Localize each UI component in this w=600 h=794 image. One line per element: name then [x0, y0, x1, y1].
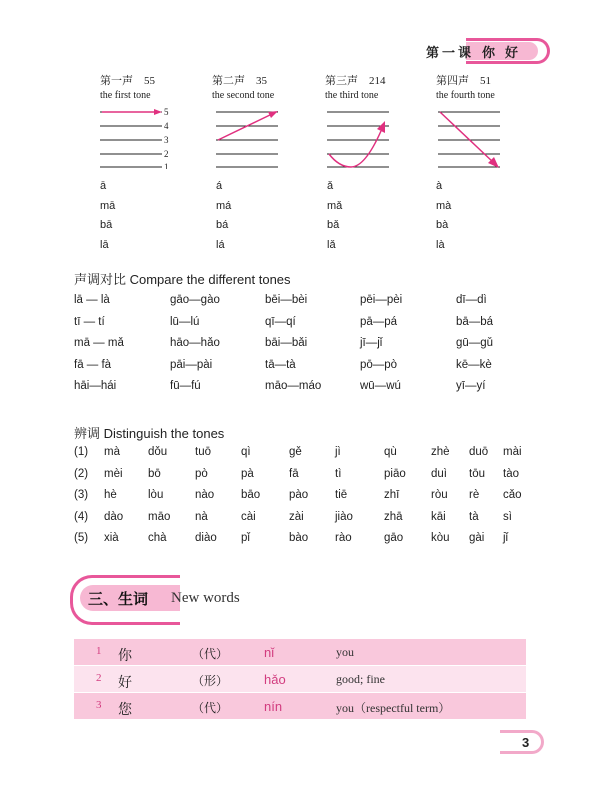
- scale-label: 3: [164, 135, 169, 145]
- tone-syllable: gài: [469, 532, 485, 544]
- tone-syllable: tiē: [335, 489, 348, 501]
- word-number: 2: [96, 672, 102, 684]
- example-syllable: bà: [436, 219, 449, 231]
- new-words-label: 三、生词: [88, 591, 149, 608]
- tone-syllable: zài: [289, 510, 304, 523]
- tone-syllable: xià: [104, 532, 119, 544]
- word-part-of-speech: （形）: [192, 674, 229, 688]
- scale-label: 4: [164, 121, 169, 131]
- tone-syllable: dǒu: [148, 446, 168, 458]
- tone-graph-first: [100, 107, 180, 169]
- tone-pair: gāo—gào: [170, 294, 220, 306]
- table-row: [74, 665, 526, 692]
- tone-pair: bēi—bèi: [265, 294, 308, 306]
- tone-pair: lū—lú: [170, 315, 200, 328]
- word-meaning: you: [336, 645, 354, 659]
- example-syllable: ā: [100, 180, 107, 192]
- tone-pair: bā—bá: [456, 315, 494, 328]
- example-syllable: là: [436, 238, 445, 251]
- tone-syllable: mèi: [104, 467, 123, 480]
- tone-syllable: diào: [195, 532, 217, 544]
- exercise-number: (3): [74, 489, 89, 501]
- tone-pair: wū—wú: [360, 380, 401, 392]
- tone-pair: hāi—hái: [74, 380, 117, 392]
- example-syllable: bā: [100, 219, 113, 231]
- lesson-header: [418, 38, 546, 64]
- tone-syllable: tuō: [195, 446, 211, 458]
- tone-syllable: māo: [148, 510, 171, 523]
- word-number: 1: [96, 645, 102, 657]
- word-meaning: you（respectful term）: [336, 701, 451, 715]
- tone-graph-fourth: [436, 107, 506, 169]
- tone-pair: dī—dì: [456, 294, 487, 306]
- tone-diagram-1: [100, 72, 208, 169]
- tone-pair: yī—yí: [456, 380, 486, 392]
- tone-pair: fū—fú: [170, 380, 201, 392]
- word-character: 您: [118, 703, 132, 718]
- compare-tones-heading: 声调对比 Compare the different tones: [74, 272, 291, 287]
- tone-syllable: fā: [289, 467, 299, 480]
- example-syllable: á: [216, 180, 223, 192]
- tone-syllable: jiào: [335, 510, 353, 523]
- tone-syllable: pò: [195, 467, 208, 480]
- tone-english: the third tone: [325, 90, 379, 101]
- word-pinyin: nín: [264, 699, 283, 714]
- tone-syllable: ròu: [431, 489, 448, 501]
- tone-pair: qī—qí: [265, 315, 296, 328]
- example-syllable: bǎ: [327, 219, 340, 231]
- tone-syllable: kòu: [431, 532, 450, 544]
- tone-diagram-4: [436, 72, 544, 101]
- example-syllable: à: [436, 180, 443, 192]
- tone-examples-3: [327, 180, 387, 258]
- tone-syllable: qù: [384, 446, 397, 458]
- tone-syllable: jì: [335, 446, 341, 458]
- tone-pair: mā — mǎ: [74, 337, 124, 349]
- tone-syllable: hè: [104, 489, 117, 501]
- example-syllable: ǎ: [327, 180, 334, 192]
- tone-syllable: jǐ: [503, 532, 509, 544]
- tone-graph-second: [212, 107, 282, 169]
- tone-pair: māo—máo: [265, 380, 322, 392]
- tone-syllable: pà: [241, 467, 254, 480]
- new-words-heading: [70, 575, 180, 625]
- tone-examples-4: [436, 180, 496, 258]
- example-syllable: lǎ: [327, 238, 336, 251]
- lesson-number: 第一课: [426, 45, 475, 60]
- tone-syllable: piāo: [384, 467, 406, 480]
- tone-name: 第二声 35: [212, 75, 267, 87]
- distinguish-tones-heading: 辨调 Distinguish the tones: [74, 426, 225, 441]
- tone-syllable: zhā: [384, 510, 403, 523]
- tone-pair: gū—gǔ: [456, 337, 494, 349]
- tone-diagram-2: [212, 72, 320, 101]
- word-pinyin: hǎo: [264, 672, 286, 687]
- tone-pair: fā — fà: [74, 358, 112, 371]
- exercise-number: (5): [74, 532, 89, 544]
- word-pinyin: nǐ: [264, 645, 275, 660]
- word-meaning: good; fine: [336, 672, 385, 686]
- example-syllable: mǎ: [327, 199, 343, 212]
- tone-syllable: pào: [289, 489, 309, 501]
- tone-syllable: tōu: [469, 467, 485, 480]
- example-syllable: bá: [216, 219, 229, 231]
- tone-syllable: cài: [241, 510, 256, 523]
- tone-syllable: duō: [469, 446, 489, 458]
- tone-name: 第一声 55: [100, 75, 155, 87]
- tone-syllable: gě: [289, 446, 302, 458]
- tone-syllable: qì: [241, 446, 251, 458]
- vocabulary-table: [74, 638, 526, 719]
- page-number-tab: [500, 730, 544, 754]
- word-number: 3: [96, 699, 102, 711]
- tone-syllable: cǎo: [503, 489, 522, 501]
- word-part-of-speech: （代）: [192, 701, 229, 715]
- tone-pair: pēi—pèi: [360, 294, 403, 306]
- tone-english: the second tone: [212, 90, 275, 101]
- tone-syllable: bāo: [241, 489, 261, 501]
- tone-syllable: dào: [104, 510, 124, 523]
- scale-label: 5: [164, 107, 169, 117]
- example-syllable: lá: [216, 238, 225, 251]
- scale-label: 2: [164, 149, 169, 159]
- tone-syllable: pǐ: [241, 532, 250, 544]
- tone-pair: tā—tà: [265, 358, 296, 371]
- tone-english: the first tone: [100, 90, 151, 101]
- tone-syllable: nà: [195, 510, 208, 523]
- tone-syllable: lòu: [148, 489, 164, 501]
- tone-diagram-3: [325, 72, 433, 101]
- tone-syllable: bào: [289, 532, 309, 544]
- tone-syllable: mài: [503, 446, 522, 458]
- tone-syllable: rè: [469, 489, 480, 501]
- table-row: [74, 692, 526, 719]
- exercise-number: (4): [74, 510, 89, 523]
- tone-name: 第三声 214: [325, 75, 386, 87]
- example-syllable: lā: [100, 238, 109, 251]
- tone-syllable: duì: [431, 467, 447, 480]
- tone-syllable: mà: [104, 446, 120, 458]
- tone-syllable: zhè: [431, 446, 450, 458]
- tone-syllable: tì: [335, 467, 342, 480]
- tone-graph-third: [325, 107, 395, 169]
- tone-pair: pō—pò: [360, 358, 398, 371]
- tone-syllable: rào: [335, 532, 352, 544]
- tone-pair: kē—kè: [456, 358, 492, 371]
- tone-syllable: bō: [148, 467, 161, 480]
- scale-label: 1: [164, 162, 169, 169]
- tone-syllable: chà: [148, 532, 167, 544]
- tone-pair: pāi—pài: [170, 358, 213, 371]
- new-words-english: New words: [171, 590, 240, 606]
- page-number: 3: [522, 735, 530, 750]
- tone-pair: bāi—bǎi: [265, 337, 308, 349]
- word-character: 你: [118, 649, 132, 664]
- exercise-number: (1): [74, 446, 89, 458]
- tone-pair: pā—pá: [360, 315, 398, 328]
- word-character: 好: [118, 676, 132, 691]
- tone-examples-1: [100, 180, 160, 258]
- word-part-of-speech: （代）: [192, 647, 229, 661]
- tone-syllable: tà: [469, 510, 479, 523]
- tone-syllable: kāi: [431, 510, 446, 523]
- tone-syllable: tào: [503, 467, 519, 480]
- tone-syllable: nào: [195, 489, 215, 501]
- tone-pair: lā — là: [74, 294, 110, 306]
- tone-pair: jī—jǐ: [360, 337, 383, 349]
- example-syllable: mā: [100, 199, 116, 212]
- tone-syllable: gāo: [384, 532, 404, 544]
- tone-name: 第四声 51: [436, 75, 491, 87]
- tone-pair: hāo—hǎo: [170, 337, 220, 349]
- tone-examples-2: [216, 180, 276, 258]
- tone-syllable: zhī: [384, 489, 400, 501]
- tone-pair: tī — tí: [74, 315, 105, 328]
- table-row: [74, 638, 526, 665]
- exercise-number: (2): [74, 467, 89, 480]
- tone-english: the fourth tone: [436, 90, 495, 101]
- example-syllable: má: [216, 199, 232, 212]
- tone-syllable: sì: [503, 510, 512, 523]
- example-syllable: mà: [436, 199, 452, 212]
- lesson-title: 你好: [482, 45, 529, 60]
